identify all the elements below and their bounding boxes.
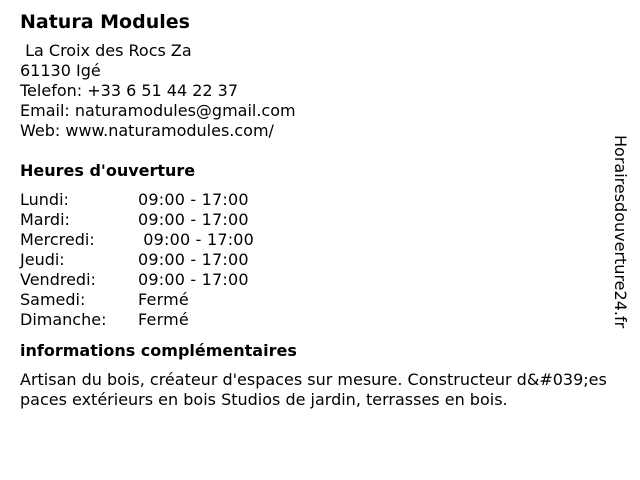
time-value: 09:00 - 17:00 [138, 270, 249, 289]
day-label: Vendredi: [20, 270, 96, 289]
time-value: 09:00 - 17:00 [138, 230, 255, 249]
hours-row-monday [20, 190, 610, 210]
hours-row-friday [20, 270, 610, 290]
business-name: Natura Modules [20, 11, 190, 33]
time-value: 09:00 - 17:00 [138, 250, 249, 269]
hours-row-thursday [20, 250, 610, 270]
day-label: Lundi: [20, 190, 69, 209]
email-line: Email: naturamodules@gmail.com [20, 101, 296, 120]
hours-list [20, 190, 610, 330]
day-label: Samedi: [20, 290, 86, 309]
hours-row-saturday [20, 290, 610, 310]
time-value: Fermé [138, 290, 189, 309]
address-line-1: La Croix des Rocs Za [20, 41, 192, 60]
business-card [20, 10, 610, 410]
hours-row-wednesday [20, 230, 610, 250]
time-value: Fermé [138, 310, 189, 329]
hours-row-sunday [20, 310, 610, 330]
time-value: 09:00 - 17:00 [138, 190, 249, 209]
day-label: Jeudi: [20, 250, 65, 269]
side-brand-text: Horairesdouverture24.fr [611, 135, 630, 329]
info-text: Artisan du bois, créateur d'espaces sur mesure. Constructeur d&#039;espaces extérieurs en bois Studios de jardin, terrasses en bois. [20, 370, 607, 409]
time-value: 09:00 - 17:00 [138, 210, 249, 229]
web-line: Web: www.naturamodules.com/ [20, 121, 274, 140]
hours-title: Heures d'ouverture [20, 161, 196, 180]
phone-line: Telefon: +33 6 51 44 22 37 [20, 81, 239, 100]
hours-row-tuesday [20, 210, 610, 230]
day-label: Dimanche: [20, 310, 107, 329]
address-line-2: 61130 Igé [20, 61, 101, 80]
info-title: informations complémentaires [20, 341, 297, 360]
day-label: Mardi: [20, 210, 70, 229]
day-label: Mercredi: [20, 230, 95, 249]
